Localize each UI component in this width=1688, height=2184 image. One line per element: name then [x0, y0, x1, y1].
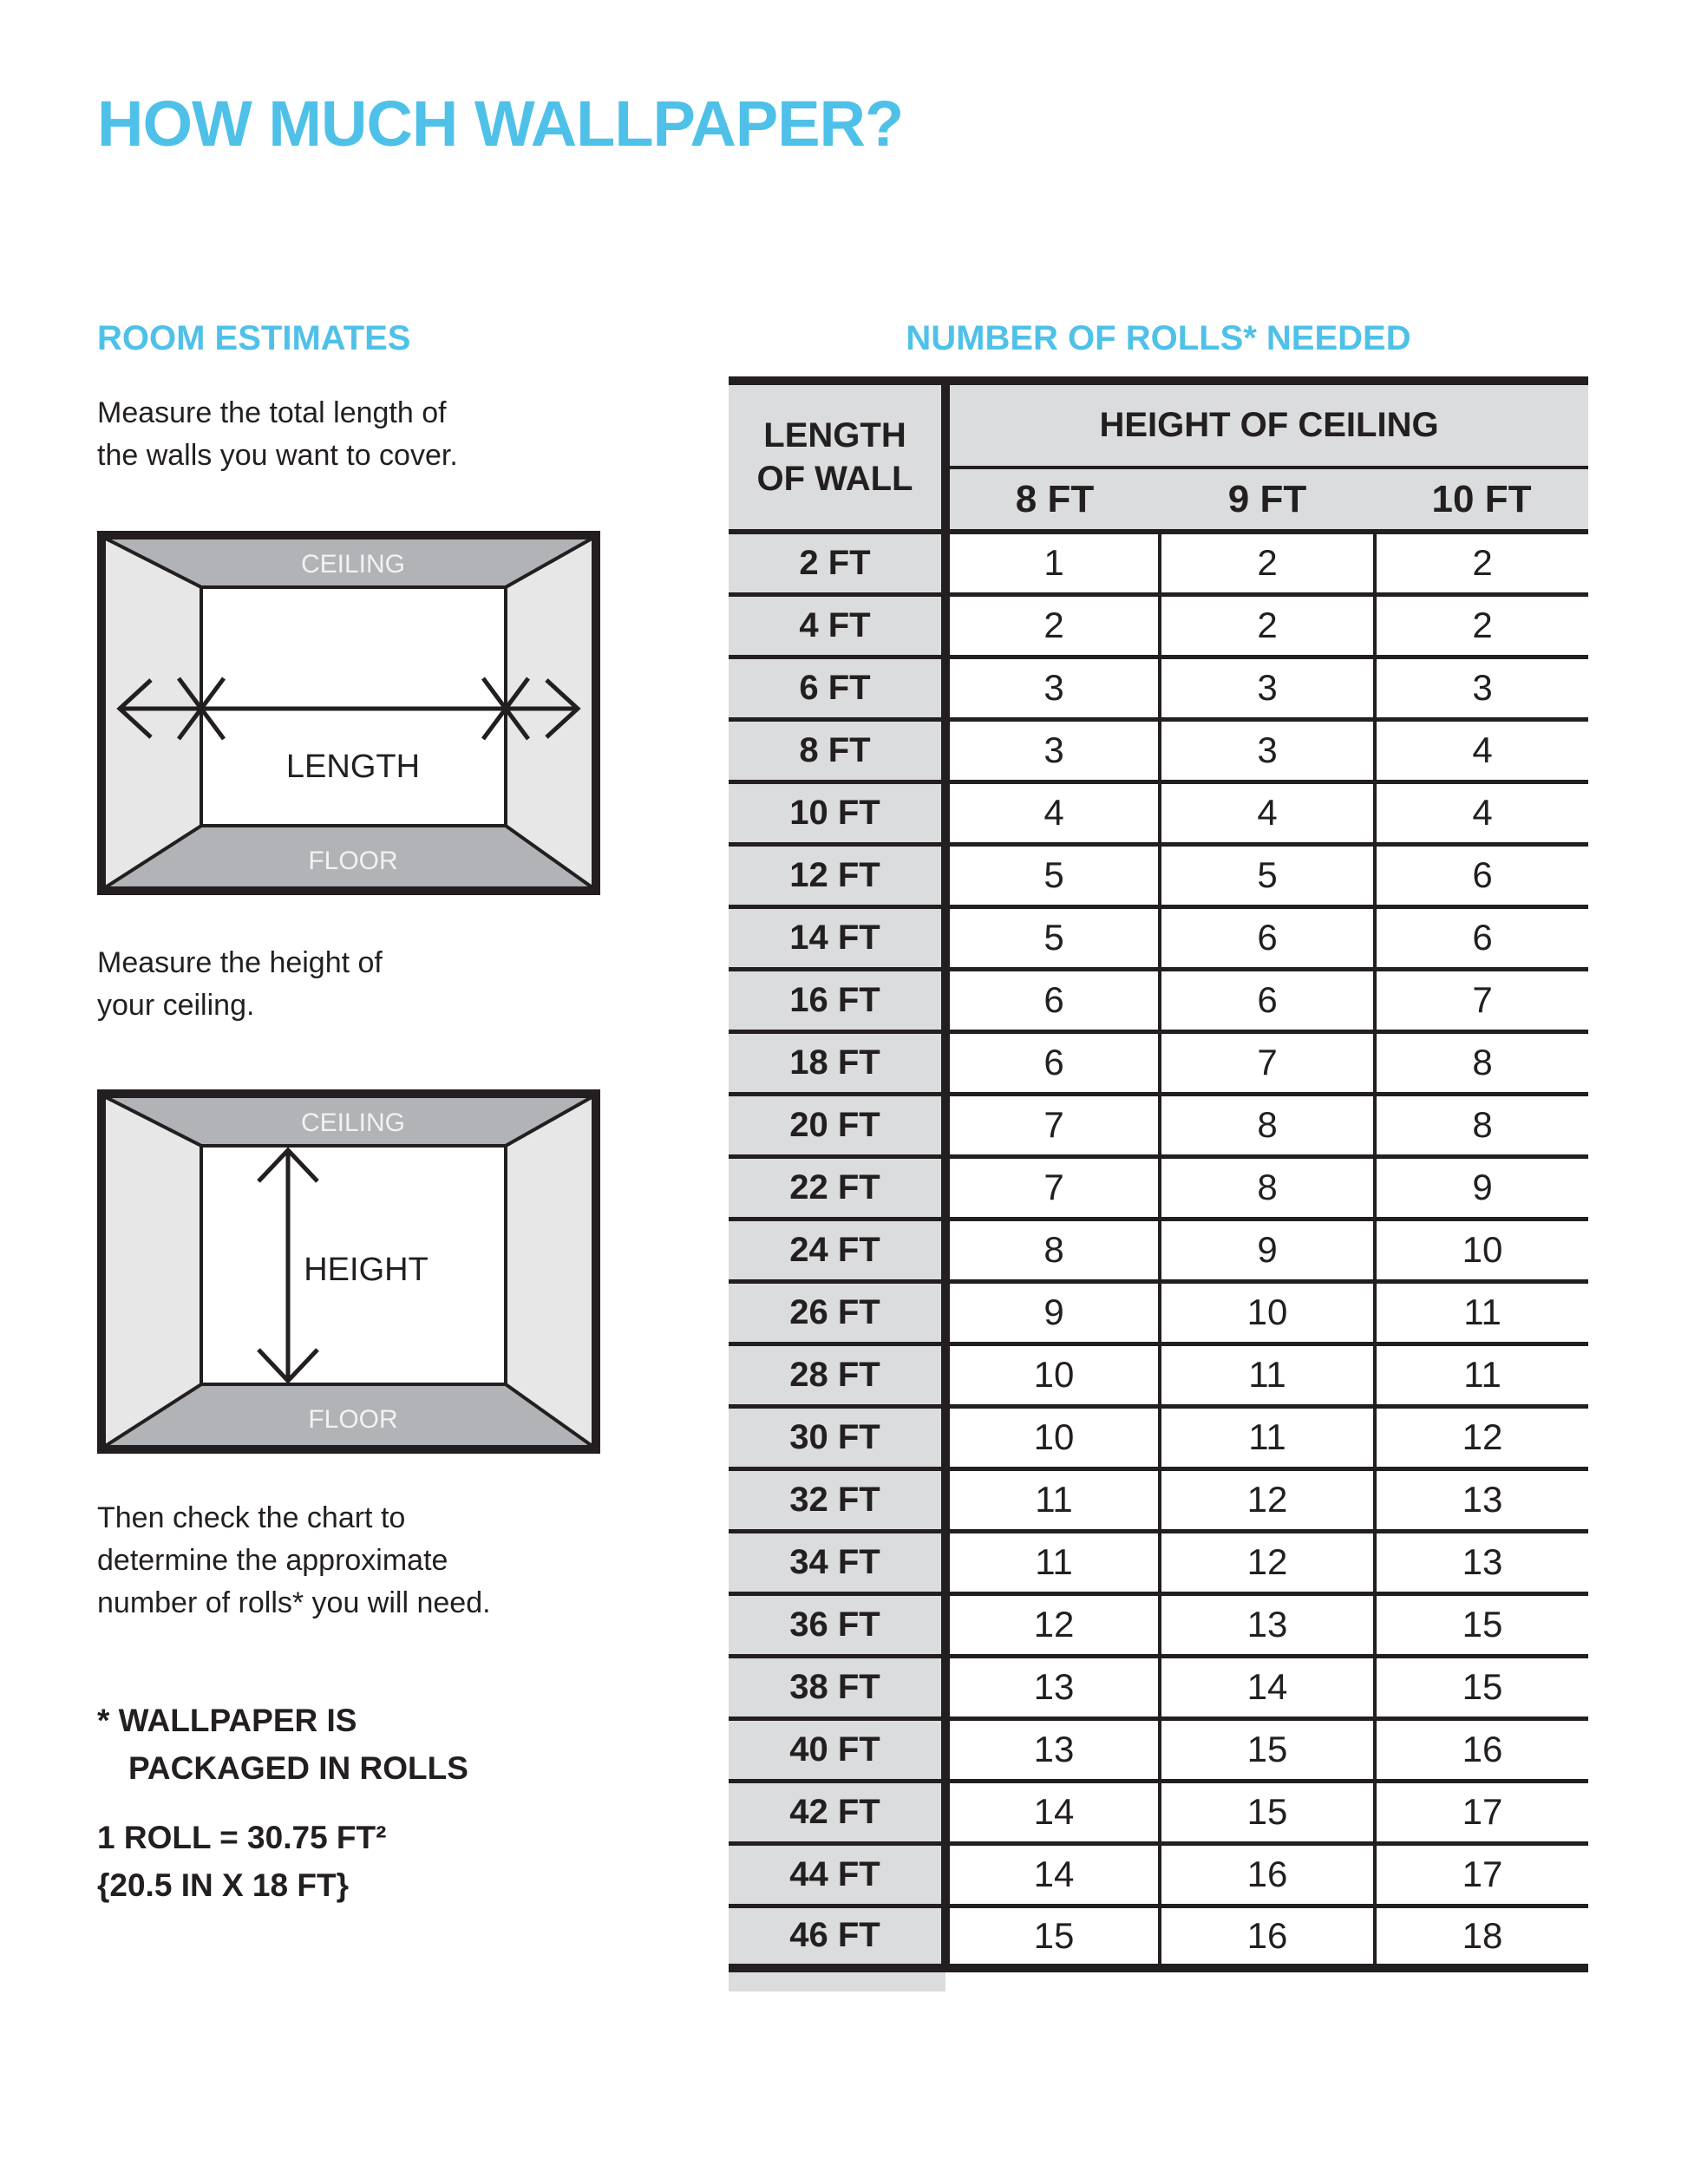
step1-instructions: [97, 392, 458, 477]
row-label-cell: 26 FT: [729, 1281, 945, 1344]
table-row: [729, 1094, 1588, 1156]
table-row: [729, 594, 1588, 657]
value-cell-9ft: 8: [1160, 1094, 1375, 1156]
table-row: [729, 1843, 1588, 1906]
row-label-cell: 18 FT: [729, 1031, 945, 1094]
step3-line2: determine the approximate: [97, 1544, 448, 1577]
table-row: [729, 1281, 1588, 1344]
value-cell-8ft: 9: [945, 1281, 1160, 1344]
value-cell-10ft: 18: [1375, 1906, 1588, 1968]
value-cell-9ft: 3: [1160, 719, 1375, 781]
row-label-cell: 42 FT: [729, 1781, 945, 1843]
left-wall-plane: [104, 1096, 201, 1447]
label-column-tab: [729, 1972, 945, 1991]
value-cell-8ft: 7: [945, 1156, 1160, 1219]
step2-line2: your ceiling.: [97, 989, 255, 1022]
value-cell-8ft: 12: [945, 1593, 1160, 1656]
floor-label: FLOOR: [308, 847, 398, 875]
value-cell-9ft: 12: [1160, 1468, 1375, 1531]
row-label-cell: 4 FT: [729, 594, 945, 657]
step1-line1: Measure the total length of: [97, 396, 447, 429]
value-cell-10ft: 15: [1375, 1593, 1588, 1656]
table-row: [729, 781, 1588, 844]
value-cell-10ft: 8: [1375, 1094, 1588, 1156]
row-label-cell: 12 FT: [729, 844, 945, 906]
table-row: [729, 1906, 1588, 1968]
value-cell-10ft: 15: [1375, 1656, 1588, 1718]
value-cell-9ft: 6: [1160, 969, 1375, 1031]
table-row: [729, 1531, 1588, 1593]
value-cell-9ft: 15: [1160, 1718, 1375, 1781]
value-cell-10ft: 13: [1375, 1531, 1588, 1593]
length-label: LENGTH: [285, 749, 421, 785]
row-label-cell: 28 FT: [729, 1344, 945, 1406]
value-cell-8ft: 13: [945, 1656, 1160, 1718]
value-cell-10ft: 2: [1375, 594, 1588, 657]
row-label-cell: 16 FT: [729, 969, 945, 1031]
row-label-cell: 38 FT: [729, 1656, 945, 1718]
value-cell-8ft: 8: [945, 1219, 1160, 1281]
value-cell-10ft: 6: [1375, 844, 1588, 906]
value-cell-9ft: 15: [1160, 1781, 1375, 1843]
value-cell-8ft: 11: [945, 1468, 1160, 1531]
table-row: [729, 1344, 1588, 1406]
table-row: [729, 844, 1588, 906]
value-cell-10ft: 17: [1375, 1843, 1588, 1906]
rolls-footnote: [97, 1697, 468, 1792]
value-cell-10ft: 4: [1375, 719, 1588, 781]
floor-label: FLOOR: [308, 1405, 398, 1434]
value-cell-8ft: 13: [945, 1718, 1160, 1781]
table-row: [729, 1718, 1588, 1781]
value-cell-8ft: 7: [945, 1094, 1160, 1156]
step3-line1: Then check the chart to: [97, 1501, 406, 1534]
room-length-diagram: [97, 531, 600, 895]
rolls-table-body: [729, 532, 1588, 1968]
row-label-cell: 14 FT: [729, 906, 945, 969]
column-header-8ft: 8 FT: [945, 468, 1160, 532]
value-cell-8ft: 15: [945, 1906, 1160, 1968]
row-label-cell: 2 FT: [729, 532, 945, 594]
table-row: [729, 1031, 1588, 1094]
value-cell-10ft: 16: [1375, 1718, 1588, 1781]
room-height-diagram: [97, 1089, 600, 1454]
right-wall-plane: [506, 1096, 593, 1447]
value-cell-9ft: 14: [1160, 1656, 1375, 1718]
value-cell-8ft: 3: [945, 657, 1160, 719]
step2-line1: Measure the height of: [97, 946, 383, 979]
value-cell-10ft: 2: [1375, 532, 1588, 594]
room-estimates-heading: ROOM ESTIMATES: [97, 319, 411, 357]
table-row: [729, 657, 1588, 719]
ceiling-label: CEILING: [300, 550, 406, 579]
value-cell-8ft: 11: [945, 1531, 1160, 1593]
value-cell-9ft: 6: [1160, 906, 1375, 969]
height-label: HEIGHT: [304, 1252, 429, 1288]
rolls-table-wrap: [729, 376, 1588, 1991]
table-row: [729, 1468, 1588, 1531]
column-header-10ft: 10 FT: [1375, 468, 1588, 532]
table-row: [729, 1593, 1588, 1656]
rolls-table: [729, 376, 1588, 1972]
length-of-wall-line2: OF WALL: [756, 460, 913, 498]
value-cell-9ft: 11: [1160, 1344, 1375, 1406]
value-cell-10ft: 10: [1375, 1219, 1588, 1281]
roll-size-spec: [97, 1814, 386, 1909]
table-row: [729, 1156, 1588, 1219]
table-row: [729, 1656, 1588, 1718]
value-cell-9ft: 5: [1160, 844, 1375, 906]
value-cell-8ft: 6: [945, 969, 1160, 1031]
value-cell-8ft: 10: [945, 1406, 1160, 1468]
value-cell-9ft: 8: [1160, 1156, 1375, 1219]
step1-line2: the walls you want to cover.: [97, 439, 458, 472]
value-cell-8ft: 5: [945, 906, 1160, 969]
row-label-cell: 8 FT: [729, 719, 945, 781]
value-cell-9ft: 11: [1160, 1406, 1375, 1468]
ceiling-label: CEILING: [300, 1108, 406, 1137]
value-cell-8ft: 2: [945, 594, 1160, 657]
column-header-9ft: 9 FT: [1160, 468, 1375, 532]
length-of-wall-header: [729, 381, 945, 532]
row-label-cell: 22 FT: [729, 1156, 945, 1219]
value-cell-9ft: 3: [1160, 657, 1375, 719]
value-cell-9ft: 7: [1160, 1031, 1375, 1094]
step2-instructions: [97, 942, 383, 1027]
left-wall-plane: [104, 538, 201, 888]
row-label-cell: 30 FT: [729, 1406, 945, 1468]
row-label-cell: 32 FT: [729, 1468, 945, 1531]
table-row: [729, 532, 1588, 594]
row-label-cell: 6 FT: [729, 657, 945, 719]
step3-instructions: [97, 1497, 491, 1625]
row-label-cell: 44 FT: [729, 1843, 945, 1906]
value-cell-10ft: 3: [1375, 657, 1588, 719]
value-cell-8ft: 10: [945, 1344, 1160, 1406]
value-cell-9ft: 10: [1160, 1281, 1375, 1344]
value-cell-10ft: 7: [1375, 969, 1588, 1031]
value-cell-8ft: 6: [945, 1031, 1160, 1094]
table-row: [729, 1406, 1588, 1468]
value-cell-9ft: 13: [1160, 1593, 1375, 1656]
row-label-cell: 36 FT: [729, 1593, 945, 1656]
value-cell-9ft: 12: [1160, 1531, 1375, 1593]
value-cell-8ft: 1: [945, 532, 1160, 594]
value-cell-9ft: 16: [1160, 1843, 1375, 1906]
value-cell-9ft: 9: [1160, 1219, 1375, 1281]
row-label-cell: 24 FT: [729, 1219, 945, 1281]
rolls-table-heading: NUMBER OF ROLLS* NEEDED: [906, 319, 1411, 357]
footnote-line1: * WALLPAPER IS: [97, 1703, 357, 1738]
row-label-cell: 10 FT: [729, 781, 945, 844]
value-cell-9ft: 4: [1160, 781, 1375, 844]
table-row: [729, 906, 1588, 969]
value-cell-8ft: 14: [945, 1781, 1160, 1843]
height-of-ceiling-header: HEIGHT OF CEILING: [945, 381, 1588, 468]
value-cell-10ft: 9: [1375, 1156, 1588, 1219]
value-cell-10ft: 8: [1375, 1031, 1588, 1094]
right-wall-plane: [506, 538, 593, 888]
value-cell-10ft: 6: [1375, 906, 1588, 969]
length-of-wall-line1: LENGTH: [763, 416, 906, 454]
value-cell-10ft: 13: [1375, 1468, 1588, 1531]
roll-spec-line2: {20.5 IN X 18 FT}: [97, 1867, 349, 1903]
value-cell-9ft: 2: [1160, 532, 1375, 594]
value-cell-10ft: 17: [1375, 1781, 1588, 1843]
value-cell-10ft: 11: [1375, 1344, 1588, 1406]
page-title: HOW MUCH WALLPAPER?: [97, 88, 904, 160]
row-label-cell: 40 FT: [729, 1718, 945, 1781]
table-row: [729, 719, 1588, 781]
footnote-line2: PACKAGED IN ROLLS: [128, 1750, 468, 1786]
value-cell-8ft: 14: [945, 1843, 1160, 1906]
value-cell-10ft: 11: [1375, 1281, 1588, 1344]
value-cell-8ft: 5: [945, 844, 1160, 906]
row-label-cell: 34 FT: [729, 1531, 945, 1593]
value-cell-9ft: 2: [1160, 594, 1375, 657]
value-cell-9ft: 16: [1160, 1906, 1375, 1968]
value-cell-10ft: 4: [1375, 781, 1588, 844]
row-label-cell: 20 FT: [729, 1094, 945, 1156]
table-row: [729, 1781, 1588, 1843]
step3-line3: number of rolls* you will need.: [97, 1586, 491, 1619]
value-cell-8ft: 3: [945, 719, 1160, 781]
value-cell-10ft: 12: [1375, 1406, 1588, 1468]
table-row: [729, 969, 1588, 1031]
roll-spec-line1: 1 ROLL = 30.75 FT²: [97, 1820, 387, 1855]
table-row: [729, 1219, 1588, 1281]
row-label-cell: 46 FT: [729, 1906, 945, 1968]
value-cell-8ft: 4: [945, 781, 1160, 844]
